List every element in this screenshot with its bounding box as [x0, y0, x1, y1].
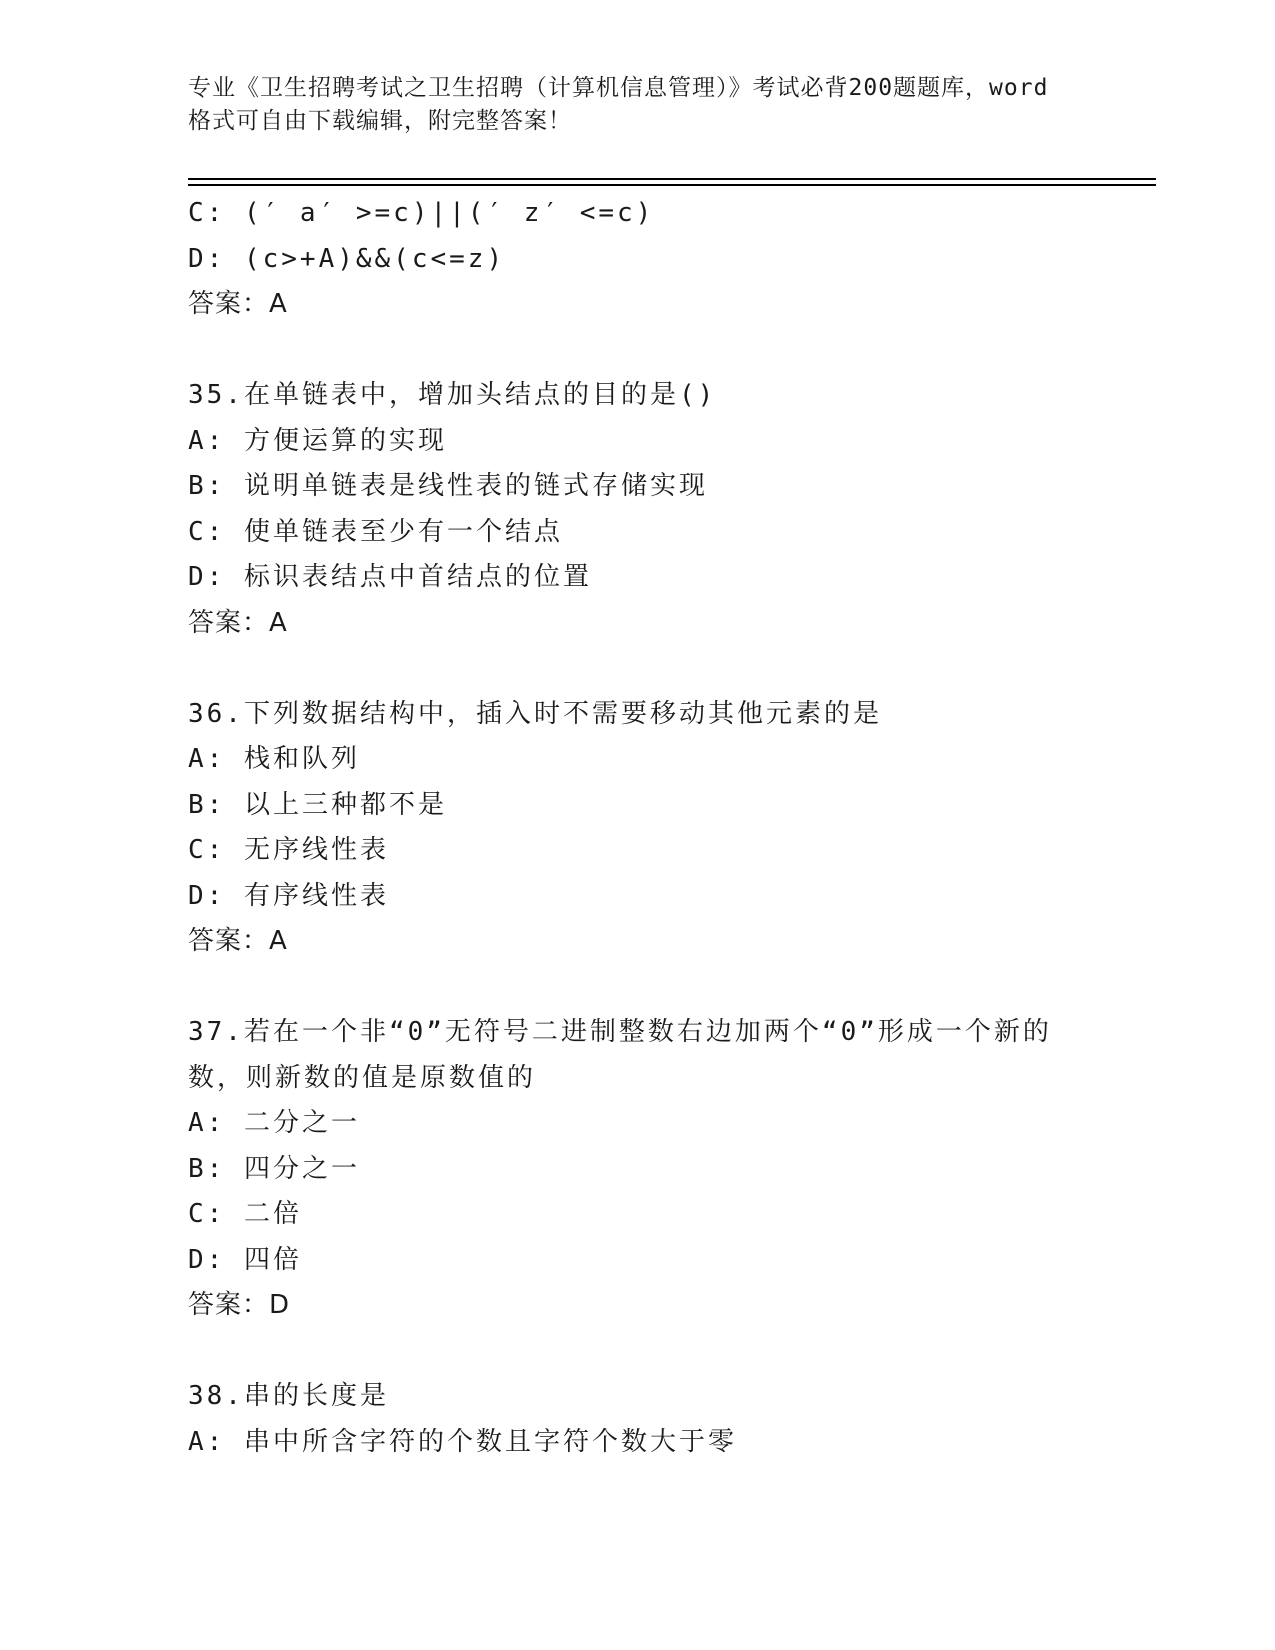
option-d: D: 有序线性表 — [188, 880, 389, 911]
question-36 — [188, 692, 1128, 965]
question-stem: 38.串的长度是 — [188, 1381, 389, 1411]
question-stem: 35.在单链表中，增加头结点的目的是() — [188, 380, 717, 410]
option-b: B: 以上三种都不是 — [188, 789, 447, 820]
header-line-2: 格式可自由下载编辑，附完整答案！ — [188, 108, 572, 134]
question-list — [188, 191, 1128, 1465]
question-stem: 37.若在一个非“0”无符号二进制整数右边加两个“0”形成一个新的数，则新数的值是原数值的 — [188, 1017, 1052, 1093]
header-divider-bottom — [188, 184, 1156, 186]
question-34-tail — [188, 191, 1128, 328]
answer-line: 答案：A — [188, 926, 288, 956]
option-a: A: 方便运算的实现 — [188, 425, 447, 456]
option-d: D: 四倍 — [188, 1244, 302, 1275]
option-d: D: (c>+A)&&(c<=z) — [188, 243, 506, 274]
option-a: A: 栈和队列 — [188, 744, 360, 774]
question-spacer — [188, 646, 1128, 692]
header-line-1: 专业《卫生招聘考试之卫生招聘（计算机信息管理）》考试必背200题题库，word — [188, 75, 1049, 101]
header-divider-top — [188, 178, 1156, 180]
question-stem: 36.下列数据结构中，插入时不需要移动其他元素的是 — [188, 698, 882, 729]
answer-line: 答案：A — [188, 289, 288, 319]
document-header — [188, 72, 1108, 138]
option-c: C: 无序线性表 — [188, 835, 389, 865]
question-spacer — [188, 328, 1128, 374]
option-b: B: 四分之一 — [188, 1153, 360, 1184]
option-c: C: (′ a′ >=c)||(′ z′ <=c) — [188, 198, 655, 228]
question-38 — [188, 1374, 1128, 1465]
question-37 — [188, 1010, 1128, 1329]
option-c: C: 使单链表至少有一个结点 — [188, 516, 563, 547]
answer-line: 答案：D — [188, 1290, 291, 1320]
option-b: B: 说明单链表是线性表的链式存储实现 — [188, 471, 708, 501]
option-a: A: 二分之一 — [188, 1108, 360, 1138]
question-spacer — [188, 1329, 1128, 1375]
question-35 — [188, 373, 1128, 646]
answer-line: 答案：A — [188, 607, 288, 638]
option-c: C: 二倍 — [188, 1199, 302, 1229]
question-spacer — [188, 965, 1128, 1011]
option-a: A: 串中所含字符的个数且字符个数大于零 — [188, 1426, 737, 1457]
option-d: D: 标识表结点中首结点的位置 — [188, 562, 592, 592]
